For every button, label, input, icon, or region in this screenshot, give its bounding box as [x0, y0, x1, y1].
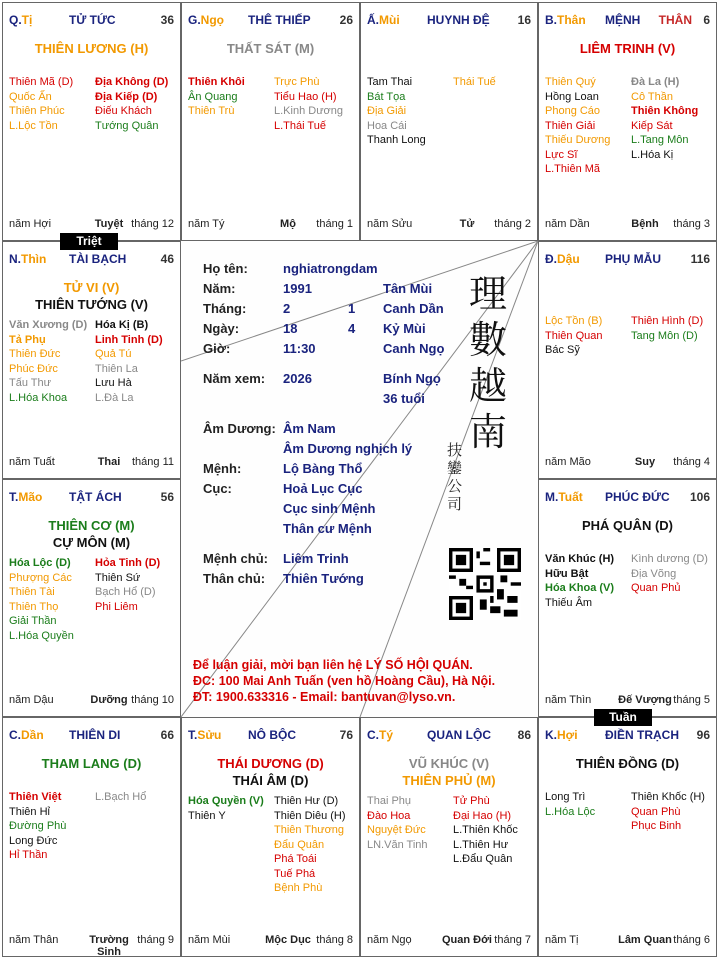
minor-star: Thanh Long: [367, 134, 426, 146]
value-nam-xem-canchi: Bính Ngọ: [383, 371, 441, 386]
palace-footer: [545, 934, 710, 948]
palace-month: tháng 10: [131, 694, 174, 706]
palace-age: 66: [160, 728, 174, 742]
minor-star: Đào Hoa: [367, 809, 411, 822]
value-menh-chu: Liêm Trinh: [283, 551, 349, 566]
palace-age: 36: [160, 13, 174, 27]
palace-name: MỆNH: [605, 13, 641, 27]
value-am-duong-2: Âm Dương nghịch lý: [283, 441, 413, 456]
palace-header: [9, 252, 174, 266]
value-am-duong: Âm Nam: [283, 421, 336, 436]
palace-can: B.: [545, 13, 557, 27]
palace-age: 76: [339, 728, 353, 742]
right-stars: [631, 552, 708, 596]
minor-star: Tướng Quân: [95, 119, 159, 132]
right-stars: [274, 794, 346, 896]
label-nam-xem: Năm xem:: [203, 371, 266, 386]
contact-line-1: Để luận giải, mời bạn liên hệ LÝ SỐ HỘI QUÁN.: [193, 658, 473, 672]
main-star: CỰ MÔN (M): [52, 535, 131, 550]
minor-star: Thiên Quý: [545, 76, 596, 88]
palace-age: 96: [696, 728, 710, 742]
label-menh: Mệnh:: [203, 461, 242, 476]
minor-star: Thiên Sứ: [95, 571, 141, 584]
minor-star: Tấu Thư: [9, 377, 52, 389]
palace-month: tháng 8: [316, 934, 353, 946]
minor-star: Thiên Diêu (H): [274, 809, 346, 822]
left-stars: [545, 75, 610, 177]
palace-year: năm Mùi: [188, 934, 231, 946]
minor-star: Thiên Đức: [9, 348, 61, 360]
palace-name: TÀI BẠCH: [69, 252, 127, 266]
palace-header: [9, 490, 174, 504]
palace-month: tháng 7: [494, 934, 531, 946]
palace-ty2[interactable]: [360, 717, 538, 957]
trang-sinh: Lâm Quan: [618, 934, 672, 946]
palace-name: TỬ TỨC: [69, 13, 116, 27]
value-nam-xem: 2026: [283, 371, 312, 386]
minor-star: Phi Liêm: [95, 600, 138, 613]
left-stars: [188, 794, 264, 823]
palace-footer: [545, 694, 710, 708]
minor-star: Hóa Lộc (D): [9, 557, 71, 569]
minor-star: Tả Phụ: [9, 333, 46, 346]
main-star: THIÊN TƯỚNG (V): [35, 297, 148, 312]
value-ngay-am: 4: [348, 321, 356, 336]
palace-year: năm Dậu: [9, 694, 54, 706]
right-stars: [95, 790, 146, 805]
palace-can: C.: [367, 728, 379, 742]
palace-can: M.: [545, 490, 559, 504]
label-menh-chu: Mệnh chủ:: [203, 551, 268, 566]
palace-year: năm Sửu: [367, 218, 413, 230]
main-star: THẤT SÁT (M): [226, 41, 315, 56]
minor-star: Bệnh Phù: [274, 882, 323, 894]
minor-star: Thiên Mã (D): [9, 76, 74, 88]
minor-star: Đường Phù: [9, 820, 67, 832]
minor-star: Quả Tú: [95, 348, 132, 360]
minor-star: Văn Xương (D): [9, 319, 88, 331]
palace-header: [545, 252, 710, 266]
main-star: THÁI ÂM (D): [232, 773, 309, 788]
palace-name: HUYNH ĐỆ: [427, 13, 490, 27]
palace-chi: Mùi: [379, 13, 400, 27]
palace-header: [367, 13, 531, 27]
qr-code-icon[interactable]: [449, 548, 521, 620]
center-info-panel: [181, 241, 538, 717]
minor-star: Hỉ Thần: [9, 849, 48, 861]
palace-chi: Dậu: [557, 252, 580, 266]
left-stars: [188, 75, 245, 119]
palace-header: [545, 13, 710, 27]
value-cuc: Hoả Lục Cục: [283, 481, 363, 496]
palace-age: 86: [517, 728, 531, 742]
left-stars: [545, 314, 602, 358]
value-thang-am: 1: [348, 301, 356, 316]
palace-age: 106: [689, 490, 710, 504]
minor-star: L.Thiên Hư: [453, 838, 509, 851]
palace-can: Đ.: [545, 252, 557, 266]
minor-star: Thiên Y: [188, 809, 226, 822]
palace-age: 46: [160, 252, 174, 266]
palace-dau[interactable]: [538, 241, 717, 479]
palace-month: tháng 9: [137, 934, 174, 946]
palace-header: [545, 490, 710, 504]
minor-star: Trực Phù: [274, 76, 320, 88]
minor-star: Nguyệt Đức: [367, 824, 426, 836]
minor-star: LN.Văn Tinh: [367, 838, 428, 851]
trang-sinh: Thai: [97, 456, 121, 468]
palace-year: năm Dần: [545, 218, 590, 230]
palace-footer: [545, 218, 710, 232]
left-stars: [367, 794, 428, 852]
minor-star: Đẩu Quân: [274, 838, 325, 851]
palace-age: 56: [160, 490, 174, 504]
minor-star: Phục Binh: [631, 820, 682, 832]
left-stars: [9, 75, 73, 133]
minor-star: L.Hóa Quyền: [9, 629, 74, 642]
minor-star: Địa Võng: [631, 567, 677, 580]
minor-star: Đà La (H): [631, 76, 680, 88]
trang-sinh: Tử: [459, 218, 475, 230]
minor-star: Đại Hao (H): [453, 809, 512, 822]
trang-sinh: Quan Đới: [442, 934, 492, 946]
palace-age: 116: [690, 252, 710, 266]
main-star: THIÊN CƠ (M): [48, 518, 135, 533]
minor-star: Long Đức: [9, 834, 58, 847]
minor-star: L.Hóa Kị: [631, 148, 674, 161]
minor-star: L.Lộc Tồn: [9, 119, 58, 132]
palace-footer: [188, 218, 353, 232]
minor-star: L.Kinh Dương: [274, 105, 344, 117]
trang-sinh: Mộ: [280, 218, 296, 230]
minor-star: Thiên Thọ: [9, 600, 59, 613]
value-tuoi: 36 tuổi: [383, 391, 425, 406]
main-star: PHÁ QUÂN (D): [582, 518, 673, 533]
value-thang-canchi: Canh Dần: [383, 301, 444, 316]
palace-suu[interactable]: [181, 717, 360, 957]
minor-star: Tuế Phá: [274, 867, 316, 880]
than-marker: THÂN: [658, 13, 692, 27]
palace-chi: Thìn: [21, 252, 47, 266]
palace-chi: Sửu: [197, 728, 222, 742]
trang-sinh: Bệnh: [631, 218, 659, 230]
palace-year: năm Tuất: [9, 456, 55, 468]
minor-star: L.Hóa Lộc: [545, 805, 596, 818]
company-stamp: 扶鑾公司: [447, 441, 463, 513]
left-stars: [545, 552, 614, 610]
minor-star: Thiên La: [95, 362, 138, 375]
palace-ty[interactable]: [2, 2, 181, 241]
palace-header: [188, 13, 353, 27]
minor-star: Địa Không (D): [95, 76, 169, 88]
minor-star: L.Đà La: [95, 391, 134, 404]
left-stars: [9, 556, 74, 643]
palace-header: [9, 13, 174, 27]
palace-thin[interactable]: [2, 241, 181, 479]
label-ngay: Ngày:: [203, 321, 240, 336]
minor-star: Thiên Giải: [545, 119, 596, 132]
palace-mui[interactable]: [360, 2, 538, 241]
value-cuc-3: Thân cư Mệnh: [283, 521, 372, 536]
minor-star: Cô Thần: [631, 90, 673, 103]
minor-star: Thiên Trù: [188, 105, 235, 117]
main-star: TỬ VI (V): [63, 280, 120, 295]
right-stars: [95, 318, 163, 405]
left-stars: [9, 318, 87, 405]
tuan-badge: Tuần: [594, 709, 652, 726]
minor-star: Ân Quang: [188, 90, 238, 103]
minor-star: Kiếp Sát: [631, 119, 673, 132]
palace-chi: Thân: [557, 13, 586, 27]
palace-month: tháng 3: [673, 218, 710, 230]
palace-footer: [9, 456, 174, 470]
palace-can: T.: [9, 490, 19, 504]
value-nam-canchi: Tân Mùi: [383, 281, 433, 296]
minor-star: Lực Sĩ: [545, 148, 578, 161]
minor-star: Thiên Quan: [545, 329, 603, 342]
right-stars: [95, 556, 160, 614]
minor-star: Địa Giải: [367, 105, 407, 117]
triet-badge: Triệt: [60, 233, 118, 250]
palace-footer: [188, 934, 353, 948]
value-ngay-canchi: Kỷ Mùi: [383, 321, 426, 336]
palace-ngo[interactable]: [181, 2, 360, 241]
minor-star: Bác Sỹ: [545, 344, 580, 356]
minor-star: Thiên Không: [631, 105, 699, 117]
palace-mao[interactable]: [2, 479, 181, 717]
palace-age: 6: [703, 13, 710, 27]
minor-star: Thiên Phúc: [9, 105, 65, 117]
main-star: THIÊN LƯƠNG (H): [34, 41, 149, 56]
minor-star: Hóa Khoa (V): [545, 582, 615, 594]
palace-chi: Tuất: [558, 490, 583, 504]
palace-footer: [367, 934, 531, 948]
palace-year: năm Mão: [545, 456, 591, 468]
right-stars: [274, 75, 343, 133]
label-ho-ten: Họ tên:: [203, 261, 248, 276]
palace-footer: [9, 218, 174, 232]
minor-star: Tam Thai: [367, 76, 413, 88]
main-star: THIÊN PHỦ (M): [402, 773, 496, 788]
palace-footer: [9, 694, 174, 708]
contact-info: [193, 657, 495, 705]
palace-header: [545, 728, 710, 742]
left-stars: [367, 75, 426, 148]
trang-sinh: Dưỡng: [90, 694, 128, 706]
trang-sinh: Tuyệt: [94, 218, 124, 230]
palace-month: tháng 11: [131, 456, 174, 468]
palace-header: [188, 728, 353, 742]
minor-star: Địa Kiếp (D): [95, 90, 158, 103]
minor-star: Thiên Thương: [274, 824, 345, 836]
palace-chi: Mão: [18, 490, 43, 504]
minor-star: L.Thiên Khốc: [453, 824, 518, 836]
palace-chi: Ngọ: [200, 13, 224, 27]
minor-star: Hoa Cái: [367, 119, 407, 132]
palace-name: TẬT ÁCH: [69, 490, 122, 504]
trang-sinh: Đế Vượng: [618, 694, 672, 706]
palace-tuat[interactable]: [538, 479, 717, 717]
right-stars: [631, 75, 698, 162]
palace-name: QUAN LỘC: [427, 728, 491, 742]
value-menh: Lộ Bàng Thổ: [283, 461, 363, 476]
palace-header: [9, 728, 174, 742]
right-stars: [95, 75, 168, 133]
palace-can: Ấ.: [367, 13, 379, 27]
main-star: THIÊN ĐỒNG (D): [575, 756, 680, 771]
minor-star: Tử Phù: [453, 795, 490, 807]
value-ho-ten: nghiatrongdam: [283, 261, 378, 276]
right-stars: [453, 794, 518, 867]
minor-star: Điếu Khách: [95, 105, 152, 117]
minor-star: Bát Tọa: [367, 90, 406, 103]
label-cuc: Cục:: [203, 481, 232, 496]
right-stars: [631, 790, 705, 834]
palace-hoi[interactable]: [538, 717, 717, 957]
right-stars: [453, 75, 496, 90]
palace-name: THÊ THIẾP: [248, 13, 311, 27]
minor-star: L.Bạch Hổ: [95, 791, 147, 803]
minor-star: Bạch Hổ (D): [95, 586, 156, 598]
minor-star: Kình dương (D): [631, 553, 708, 565]
minor-star: Thiếu Âm: [545, 596, 593, 609]
minor-star: Quan Phù: [631, 805, 681, 818]
palace-year: năm Tị: [545, 934, 579, 946]
value-gio: 11:30: [283, 341, 316, 356]
value-thang: 2: [283, 301, 291, 316]
palace-footer: [9, 934, 174, 958]
palace-year: năm Hợi: [9, 218, 52, 230]
minor-star: Phong Cáo: [545, 105, 601, 117]
palace-name: NÔ BỘC: [248, 728, 296, 742]
minor-star: L.Thái Tuế: [274, 119, 326, 132]
label-than-chu: Thân chủ:: [203, 571, 266, 586]
minor-star: Thái Tuế: [453, 76, 496, 88]
label-am-duong: Âm Dương:: [203, 421, 276, 436]
minor-star: L.Tang Môn: [631, 134, 689, 146]
palace-age: 16: [517, 13, 531, 27]
palace-dan[interactable]: [2, 717, 181, 957]
palace-header: [367, 728, 531, 742]
minor-star: Thai Phụ: [367, 795, 412, 807]
minor-star: Tiểu Hao (H): [274, 90, 337, 103]
contact-line-2: ĐC: 100 Mai Anh Tuấn (ven hồ Hoàng Cầu), Hà Nội.: [193, 674, 496, 688]
palace-month: tháng 6: [673, 934, 710, 946]
minor-star: Hóa Kị (B): [95, 319, 149, 331]
palace-can: C.: [9, 728, 21, 742]
palace-can: T.: [188, 728, 198, 742]
value-nam: 1991: [283, 281, 312, 296]
palace-can: Q.: [9, 13, 22, 27]
label-gio: Giờ:: [203, 341, 231, 356]
left-stars: [9, 790, 66, 863]
minor-star: Hữu Bật: [545, 567, 589, 580]
main-star: LIÊM TRINH (V): [579, 41, 676, 56]
palace-month: tháng 2: [494, 218, 531, 230]
main-star: THÁI DƯƠNG (D): [217, 756, 324, 771]
right-stars: [631, 314, 703, 343]
palace-than[interactable]: [538, 2, 717, 241]
minor-star: Linh Tinh (D): [95, 333, 163, 346]
trang-sinh: Trường Sinh: [89, 934, 129, 958]
left-stars: [545, 790, 595, 819]
trang-sinh: Suy: [634, 456, 656, 468]
minor-star: Văn Khúc (H): [545, 553, 615, 565]
minor-star: Hỏa Tinh (D): [95, 557, 161, 569]
palace-name: THIÊN DI: [69, 728, 121, 742]
minor-star: L.Đẩu Quân: [453, 853, 513, 865]
value-cuc-2: Cục sinh Mệnh: [283, 501, 376, 516]
palace-month: tháng 4: [673, 456, 710, 468]
seal-calligraphy: 理數越南: [469, 272, 508, 454]
palace-footer: [367, 218, 531, 232]
minor-star: Lưu Hà: [95, 377, 132, 389]
label-nam: Năm:: [203, 281, 236, 296]
minor-star: Long Trì: [545, 791, 586, 803]
value-than-chu: Thiên Tướng: [283, 571, 364, 586]
minor-star: Tang Môn (D): [631, 329, 698, 342]
minor-star: Phá Toái: [274, 853, 317, 865]
value-gio-canchi: Canh Ngọ: [383, 341, 445, 356]
minor-star: Hồng Loan: [545, 90, 599, 103]
minor-star: Thiên Hình (D): [631, 315, 704, 327]
minor-star: Thiên Việt: [9, 791, 62, 803]
minor-star: Thiếu Dương: [545, 134, 611, 146]
palace-chi: Tý: [379, 728, 394, 742]
palace-can: K.: [545, 728, 557, 742]
palace-month: tháng 12: [131, 218, 174, 230]
value-ngay: 18: [283, 321, 298, 336]
main-star: THAM LANG (D): [41, 756, 142, 771]
palace-month: tháng 1: [316, 218, 353, 230]
palace-year: năm Thân: [9, 934, 59, 946]
main-star: VŨ KHÚC (V): [408, 756, 490, 771]
palace-name: PHỤ MẪU: [605, 252, 661, 266]
minor-star: Giải Thần: [9, 615, 57, 627]
minor-star: Hóa Quyền (V): [188, 795, 264, 807]
minor-star: Lộc Tồn (B): [545, 315, 603, 327]
palace-age: 26: [339, 13, 353, 27]
palace-name: ĐIỀN TRẠCH: [605, 728, 679, 742]
minor-star: Thiên Hỉ: [9, 805, 50, 818]
contact-line-3: ĐT: 1900.633316 - Email: bantuvan@lyso.vn.: [193, 690, 456, 704]
palace-can: N.: [9, 252, 21, 266]
palace-chi: Hợi: [557, 728, 578, 742]
palace-name: PHÚC ĐỨC: [605, 490, 670, 504]
trang-sinh: Mộc Dục: [265, 934, 311, 946]
palace-year: năm Thìn: [545, 694, 592, 706]
minor-star: Thiên Hư (D): [274, 795, 339, 807]
minor-star: Quốc Ấn: [9, 90, 52, 103]
minor-star: Thiên Khôi: [188, 76, 245, 88]
palace-chi: Dần: [21, 728, 44, 742]
palace-can: G.: [188, 13, 201, 27]
palace-chi: Tị: [21, 13, 33, 27]
palace-month: tháng 5: [673, 694, 710, 706]
minor-star: Thiên Tài: [9, 586, 55, 598]
minor-star: Thiên Khốc (H): [631, 791, 705, 803]
minor-star: Quan Phủ: [631, 582, 681, 594]
palace-year: năm Tý: [188, 218, 225, 230]
minor-star: L.Thiên Mã: [545, 163, 601, 175]
minor-star: Phúc Đức: [9, 362, 58, 375]
palace-footer: [545, 456, 710, 470]
minor-star: Phượng Các: [9, 571, 72, 584]
label-thang: Tháng:: [203, 301, 247, 316]
palace-year: năm Ngọ: [367, 934, 412, 946]
minor-star: L.Hóa Khoa: [9, 391, 68, 404]
